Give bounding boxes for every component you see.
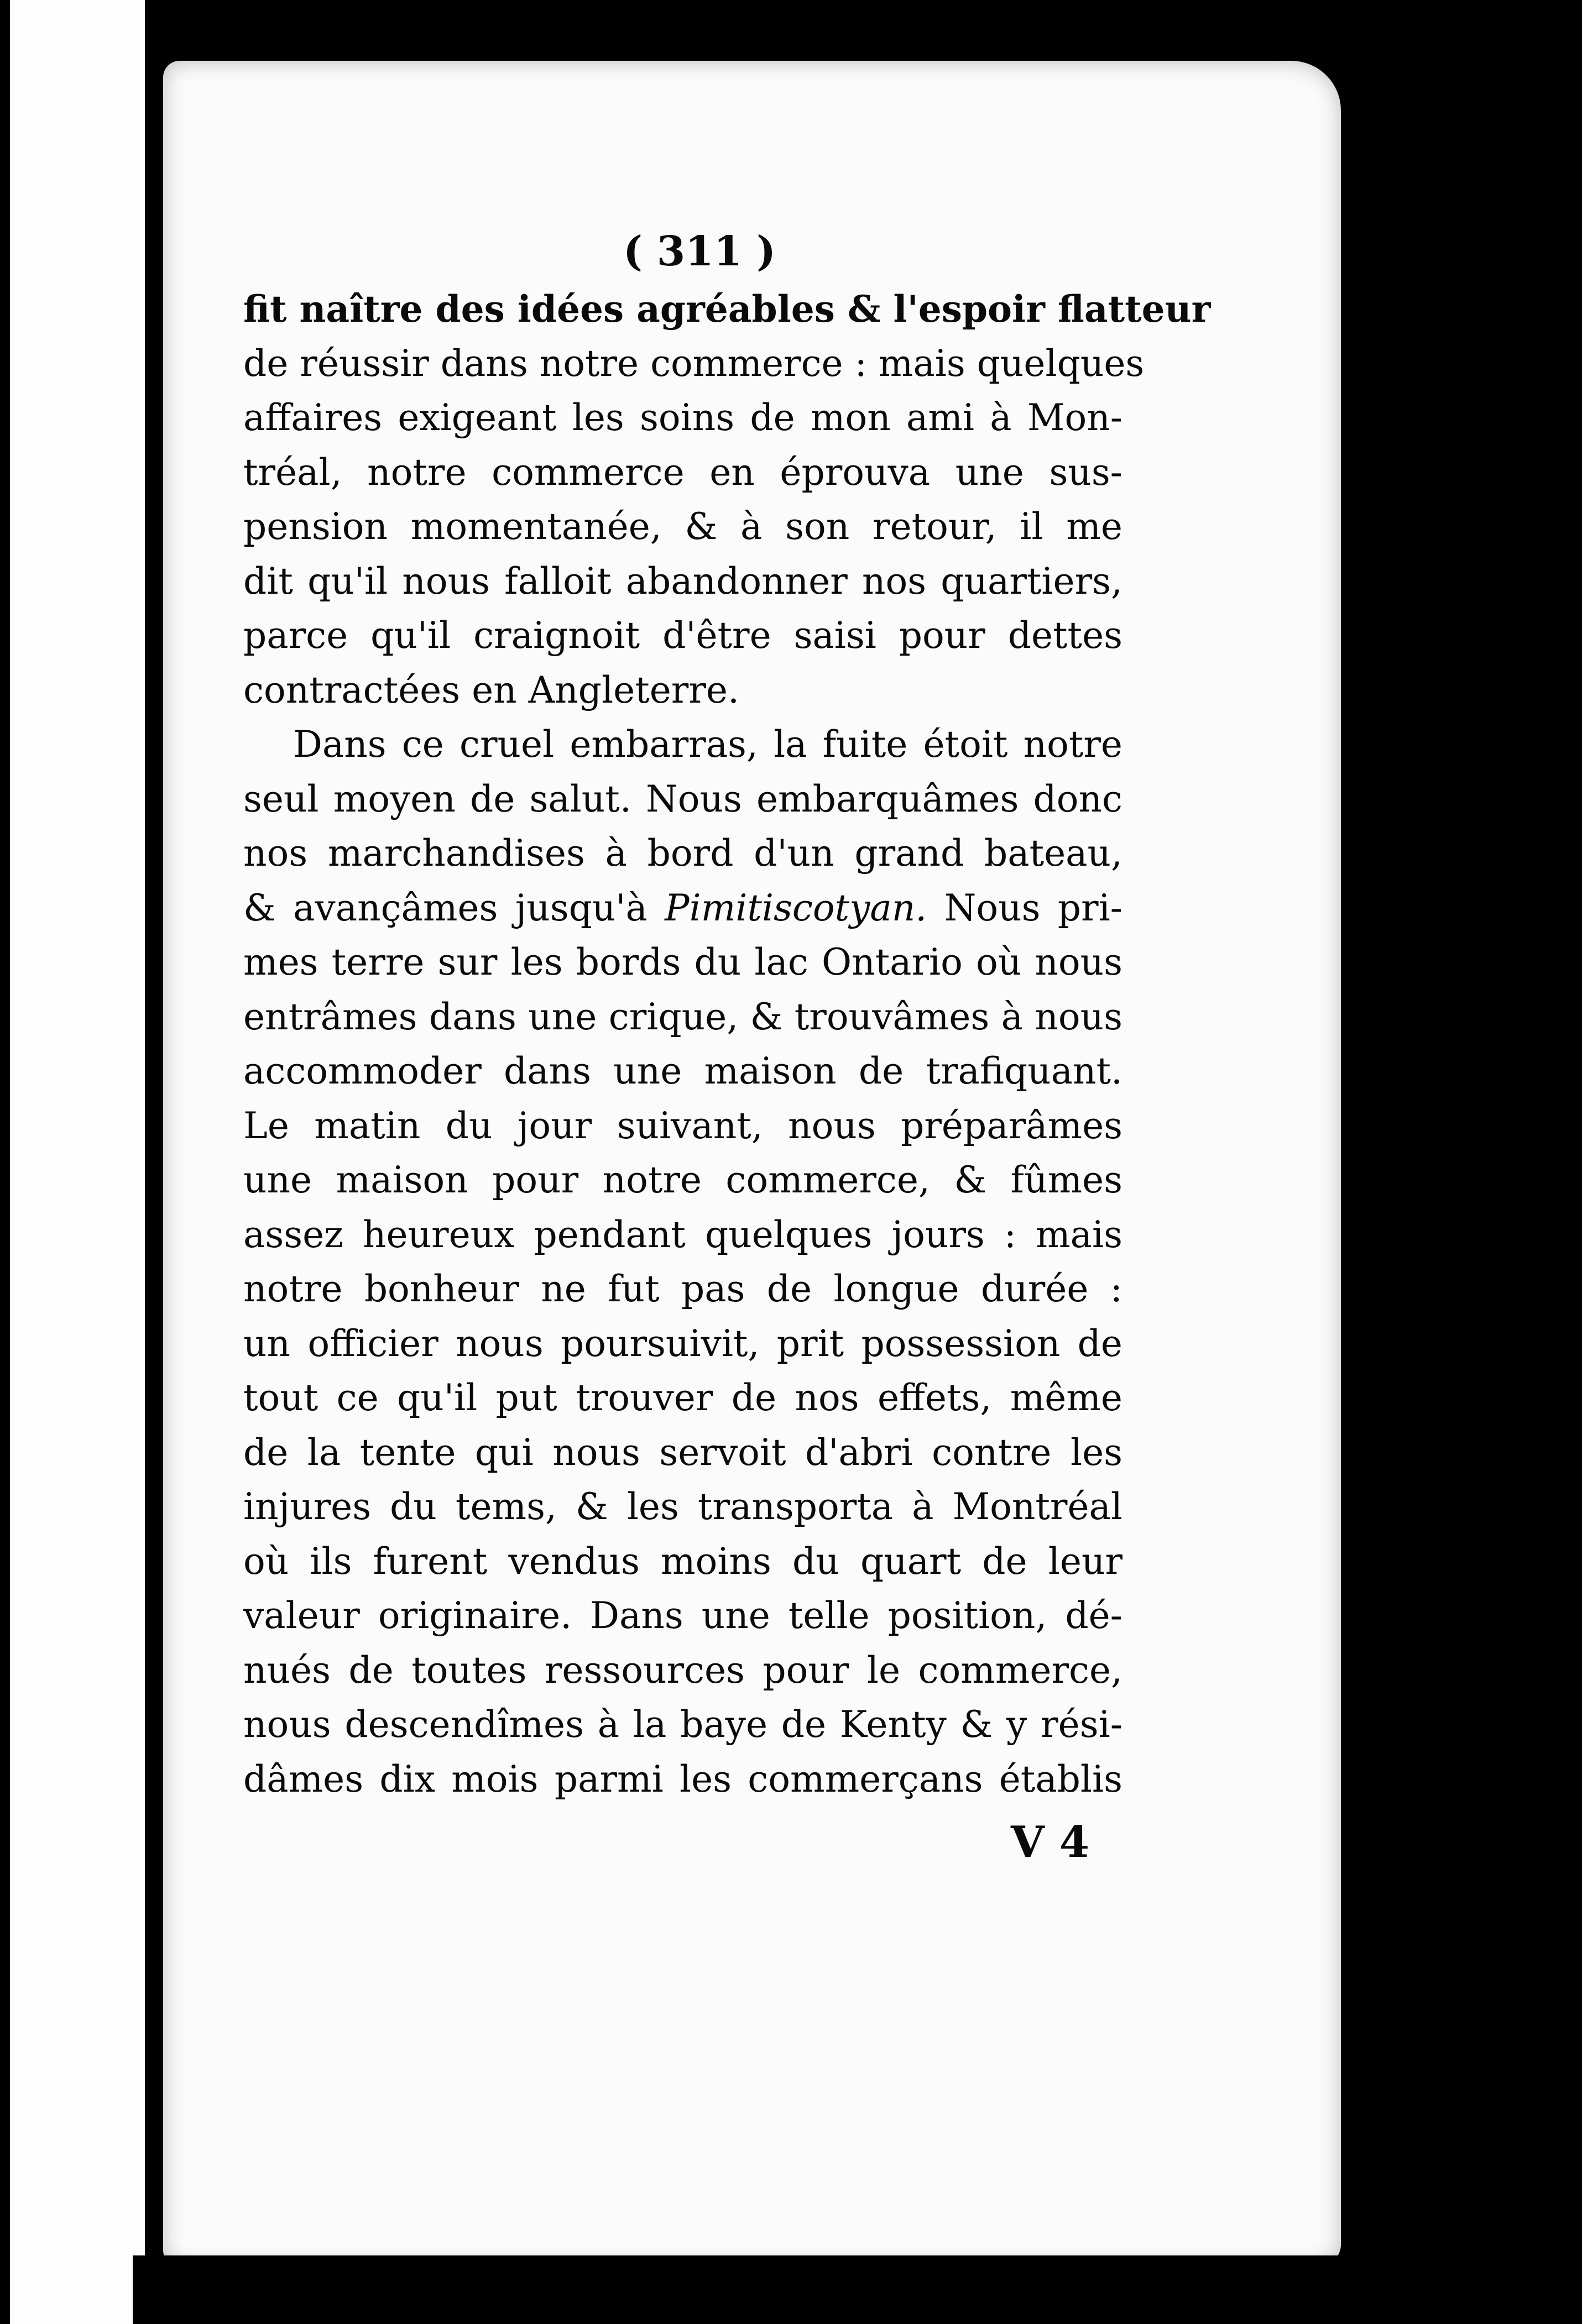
text-line: mes terre sur les bords du lac Ontario où nous	[243, 941, 1122, 983]
text-line: assez heureux pendant quelques jours : mais	[243, 1213, 1122, 1256]
text-line: affaires exigeant les soins de mon ami à Mon-	[243, 396, 1122, 439]
text-line: de la tente qui nous servoit d'abri contre les	[243, 1431, 1122, 1474]
text-line: un officier nous poursuivit, prit possession de	[243, 1322, 1122, 1365]
text-line: pension momentanée, & à son retour, il me	[243, 505, 1122, 548]
place-name: Pimitiscotyan.	[665, 886, 927, 929]
text-line: injures du tems, & les transporta à Montréal	[243, 1485, 1122, 1528]
text-line: nos marchandises à bord d'un grand bateau,	[243, 832, 1122, 875]
text-line: dit qu'il nous falloit abandonner nos quartiers,	[243, 559, 1122, 603]
page-number: ( 311 )	[623, 228, 776, 275]
text-line: seul moyen de salut. Nous embarquâmes donc	[243, 777, 1122, 820]
text-line: tréal, notre commerce en éprouva une sus-	[243, 451, 1122, 494]
signature-mark: V 4	[1011, 1817, 1089, 1867]
scan-bottom-edge	[133, 2255, 1349, 2324]
text-line: Dans ce cruel embarras, la fuite étoit notre	[293, 723, 1122, 766]
text-line: dâmes dix mois parmi les commerçans établis	[243, 1757, 1122, 1800]
text-line: Le matin du jour suivant, nous préparâmes	[243, 1104, 1122, 1147]
text-line: notre bonheur ne fut pas de longue durée :	[243, 1268, 1122, 1310]
scan-left-edge	[0, 0, 10, 2324]
text-line: tout ce qu'il put trouver de nos effets, même	[243, 1376, 1122, 1419]
text-line: une maison pour notre commerce, & fûmes	[243, 1159, 1122, 1201]
paragraph-2	[243, 718, 1122, 1807]
text-line: nués de toutes ressources pour le commerce,	[243, 1648, 1122, 1692]
text-line: de réussir dans notre commerce : mais quelques	[243, 342, 1145, 385]
text-segment: Nous pri-	[944, 886, 1122, 929]
text-line: valeur originaire. Dans une telle position, dé-	[243, 1594, 1122, 1637]
text-line-with-place	[243, 881, 1122, 936]
page-text	[243, 221, 1211, 1873]
text-line: où ils furent vendus moins du quart de leur	[243, 1540, 1122, 1583]
text-line: nous descendîmes à la baye de Kenty & y rési-	[243, 1703, 1122, 1746]
facing-page-strip	[0, 0, 145, 2324]
paragraph-1	[243, 282, 1211, 718]
text-line: entrâmes dans une crique, & trouvâmes à nous	[243, 995, 1122, 1038]
text-line: accommoder dans une maison de trafiquant.	[243, 1050, 1122, 1092]
text-segment: & avançâmes jusqu'à	[243, 886, 648, 929]
text-line: fit naître des idées agréables & l'espoir flatteur	[243, 287, 1211, 331]
book-gutter	[145, 33, 157, 2289]
text-line: parce qu'il craignoit d'être saisi pour dettes	[243, 614, 1122, 657]
text-line: contractées en Angleterre.	[243, 668, 739, 711]
